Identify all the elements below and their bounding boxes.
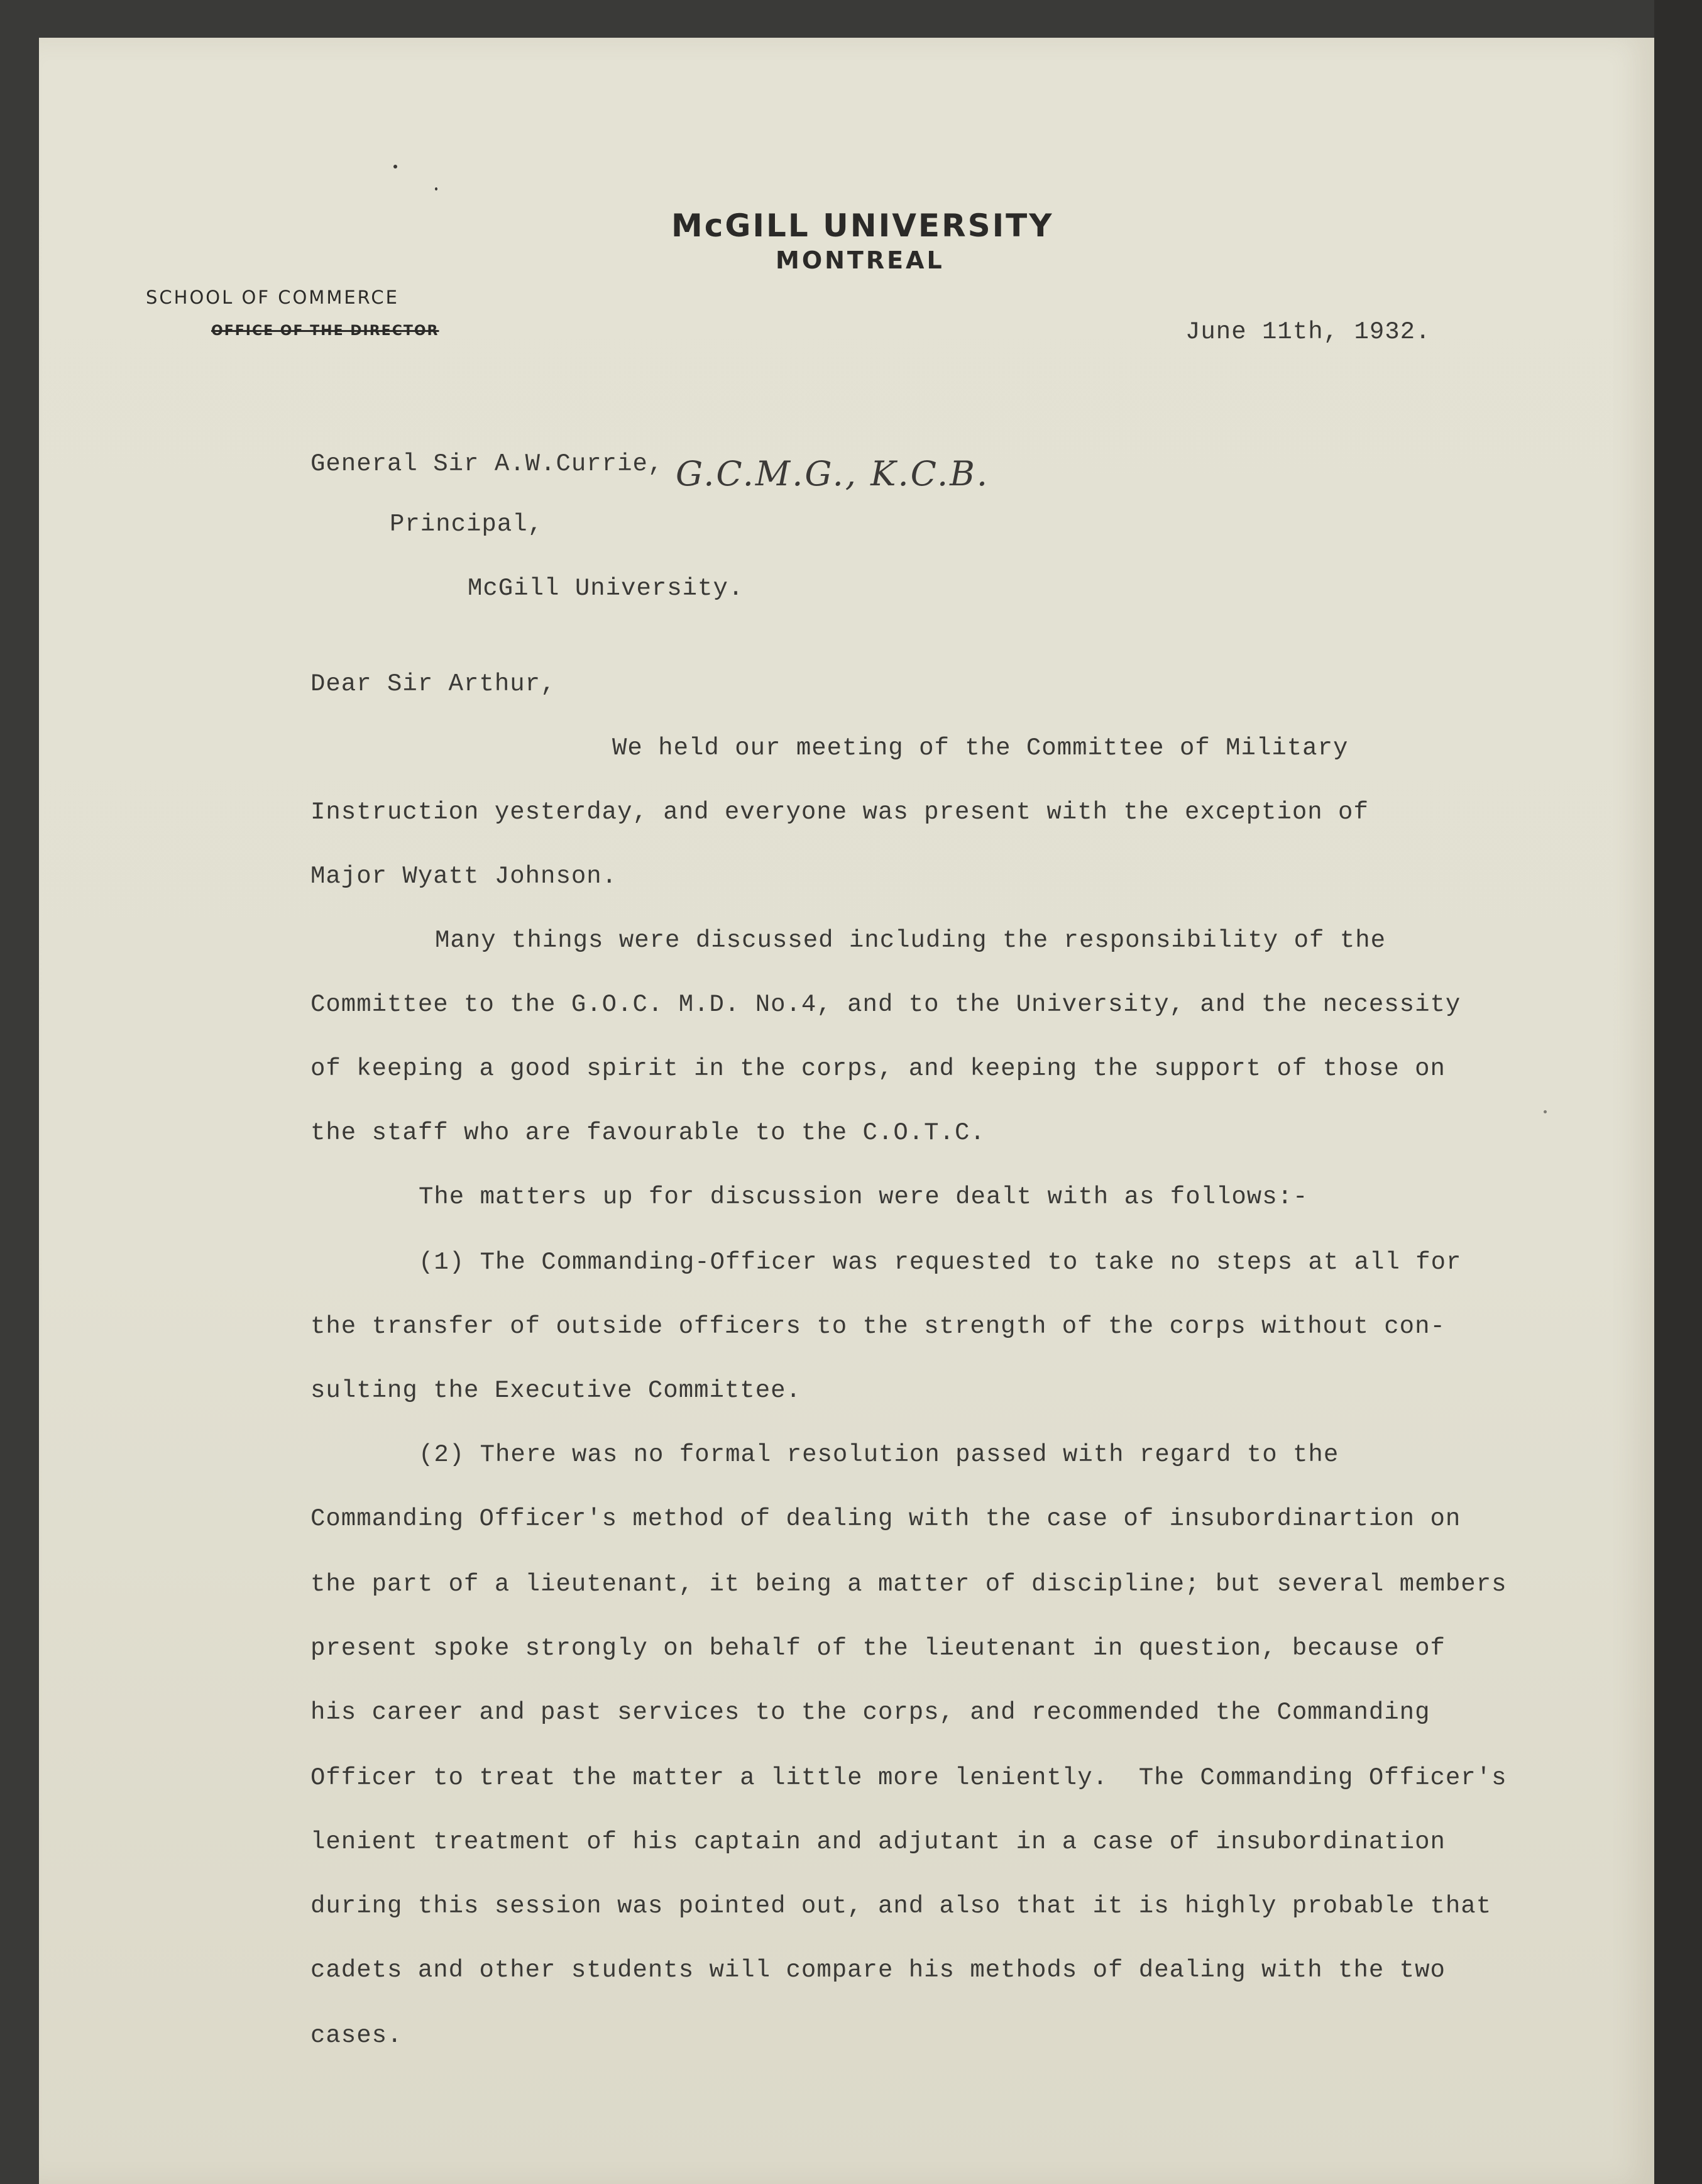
body-line: cadets and other students will compare his methods of dealing with the two xyxy=(310,1956,1446,1984)
body-line: the transfer of outside officers to the strength of the corps without con- xyxy=(310,1313,1446,1340)
body-line: The matters up for discussion were dealt with as follows:- xyxy=(419,1183,1309,1211)
body-line: Instruction yesterday, and everyone was present with the exception of xyxy=(310,798,1369,826)
body-line: Commanding Officer's method of dealing with the case of insubordinartion on xyxy=(310,1505,1461,1533)
body-line: of keeping a good spirit in the corps, and keeping the support of those on xyxy=(310,1055,1446,1083)
body-line: Officer to treat the matter a little more leniently. The Commanding Officer's xyxy=(310,1764,1507,1792)
body-line: cases. xyxy=(310,2022,403,2049)
handwritten-honours: G.C.M.G., K.C.B. xyxy=(676,454,990,494)
body-line: (1) The Commanding-Officer was requested to take no steps at all for xyxy=(419,1249,1462,1276)
body-line: during this session was pointed out, and also that it is highly probable that xyxy=(310,1892,1492,1920)
letterhead-school: SCHOOL OF COMMERCE xyxy=(146,287,399,308)
body-line: Committee to the G.O.C. M.D. No.4, and to the University, and the necessity xyxy=(310,991,1461,1018)
body-line: Major Wyatt Johnson. xyxy=(310,863,618,890)
salutation: Dear Sir Arthur, xyxy=(310,670,556,698)
body-line: (2) There was no formal resolution passed with regard to the xyxy=(419,1441,1339,1469)
ink-speck xyxy=(393,165,397,168)
body-line: his career and past services to the corps, and recommended the Commanding xyxy=(310,1699,1430,1726)
background-edge xyxy=(1654,0,1702,2184)
letterhead-office: OFFICE OF THE DIRECTOR xyxy=(211,323,439,339)
body-line: present spoke strongly on behalf of the lieutenant in question, because of xyxy=(310,1635,1446,1662)
body-line: the staff who are favourable to the C.O.T.C. xyxy=(310,1119,986,1147)
recipient-name: General Sir A.W.Currie, xyxy=(310,450,664,478)
ink-speck xyxy=(435,187,437,190)
body-line: We held our meeting of the Committee of Military xyxy=(612,734,1349,762)
ink-speck xyxy=(1544,1110,1547,1113)
letterhead-city: MONTREAL xyxy=(776,246,945,274)
letter-page xyxy=(39,38,1654,2184)
body-line: lenient treatment of his captain and adjutant in a case of insubordination xyxy=(310,1828,1446,1856)
recipient-title: Principal, xyxy=(390,510,544,538)
letter-date: June 11th, 1932. xyxy=(1185,318,1431,346)
body-line: Many things were discussed including the responsibility of the xyxy=(435,927,1386,954)
recipient-institution: McGill University. xyxy=(468,575,744,602)
body-line: the part of a lieutenant, it being a matter of discipline; but several members xyxy=(310,1570,1507,1598)
letterhead-university: McGILL UNIVERSITY xyxy=(671,207,1054,244)
body-line: sulting the Executive Committee. xyxy=(310,1377,801,1404)
